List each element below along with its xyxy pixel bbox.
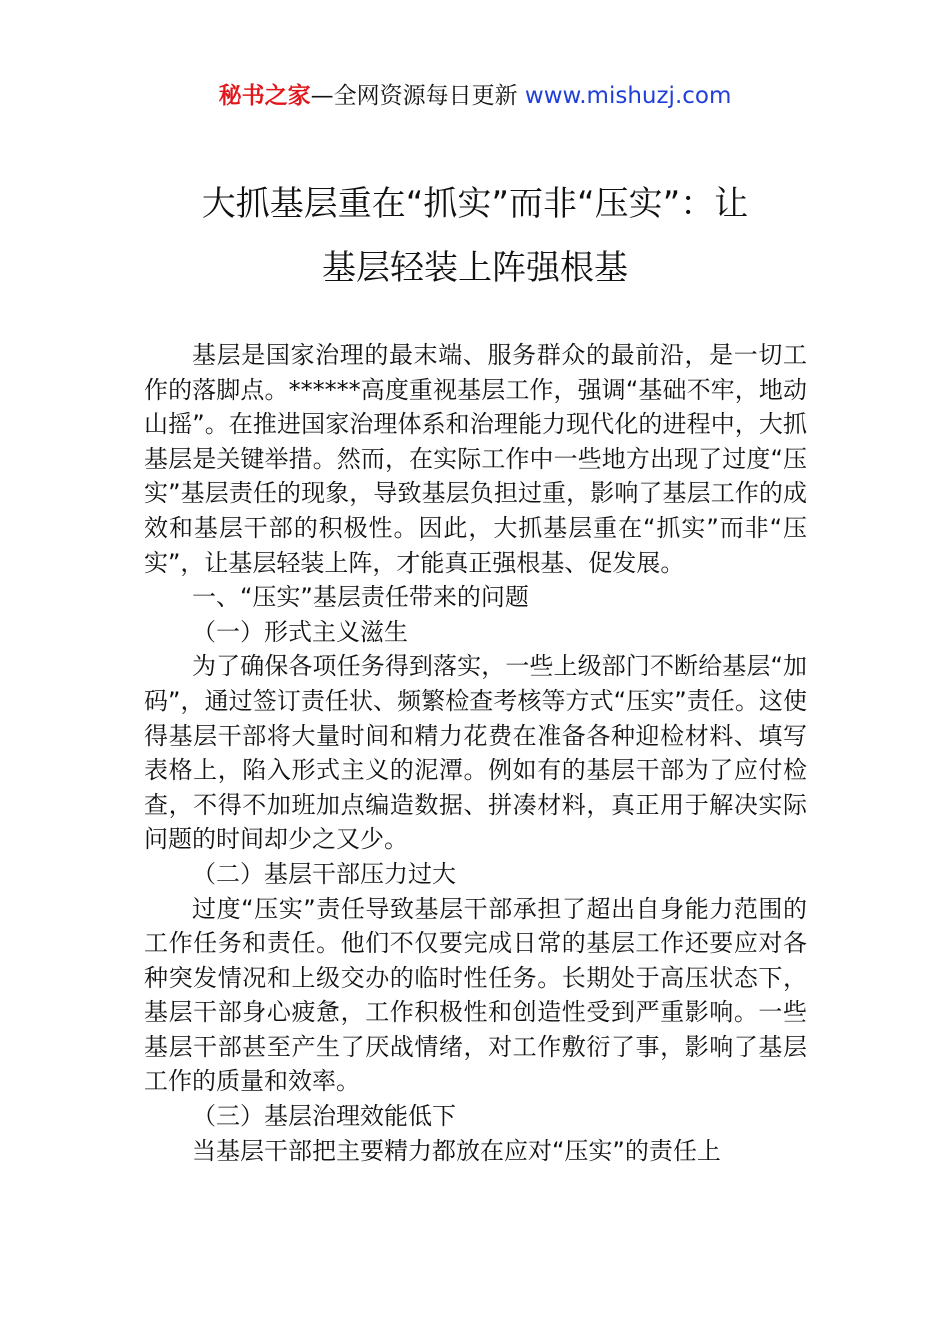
body-paragraph-1: 为了确保各项任务得到落实，一些上级部门不断给基层“加码”，通过签订责任状、频繁检查考核等方式“压实”责任。这使得基层干部将大量时间和精力花费在准备各种迎检材料、填写表格上，陷入形式主义的泥潭。例如有的基层干部为了应付检查，不得不加班加点编造数据、拼凑材料，真正用于解决实际问题的时间却少之又少。 [144,652,807,854]
document-title [100,172,850,300]
site-header [0,80,950,112]
intro-paragraph: 基层是国家治理的最末端、服务群众的最前沿，是一切工作的落脚点。******高度重视基层工作，强调“基础不牢，地动山摇”。在推进国家治理体系和治理能力现代化的进程中，大抓基层是关键举措。然而，在实际工作中一些地方出现了过度“压实”基层责任的现象，导致基层负担过重，影响了基层工作的成效和基层干部的积极性。因此，大抓基层重在“抓实”而非“压实”，让基层轻装上阵，才能真正强根基、促发展。 [144,341,807,577]
document-body [144,338,807,1168]
body-paragraph-2: 过度“压实”责任导致基层干部承担了超出自身能力范围的工作任务和责任。他们不仅要完成日常的基层工作还要应对各种突发情况和上级交办的临时性任务。长期处于高压状态下，基层干部身心疲惫，工作积极性和创造性受到严重影响。一些基层干部甚至产生了厌战情绪，对工作敷衍了事，影响了基层工作的质量和效率。 [144,894,807,1096]
site-brand: 秘书之家 [218,83,311,109]
subsection-heading-2: （二）基层干部压力过大 [192,859,456,888]
section-heading-1: 一、“压实”基层责任带来的问题 [192,583,529,612]
subsection-heading-1: （一）形式主义滋生 [192,617,408,646]
site-tagline: —全网资源每日更新 [310,83,525,109]
site-url-link[interactable]: www.mishuzj.com [524,83,732,109]
body-paragraph-3: 当基层干部把主要精力都放在应对“压实”的责任上 [192,1136,721,1165]
document-title-line-1: 大抓基层重在“抓实”而非“压实”：让 [201,184,749,224]
document-title-line-2: 基层轻装上阵强根基 [322,248,628,288]
subsection-heading-3: （三）基层治理效能低下 [192,1102,456,1131]
